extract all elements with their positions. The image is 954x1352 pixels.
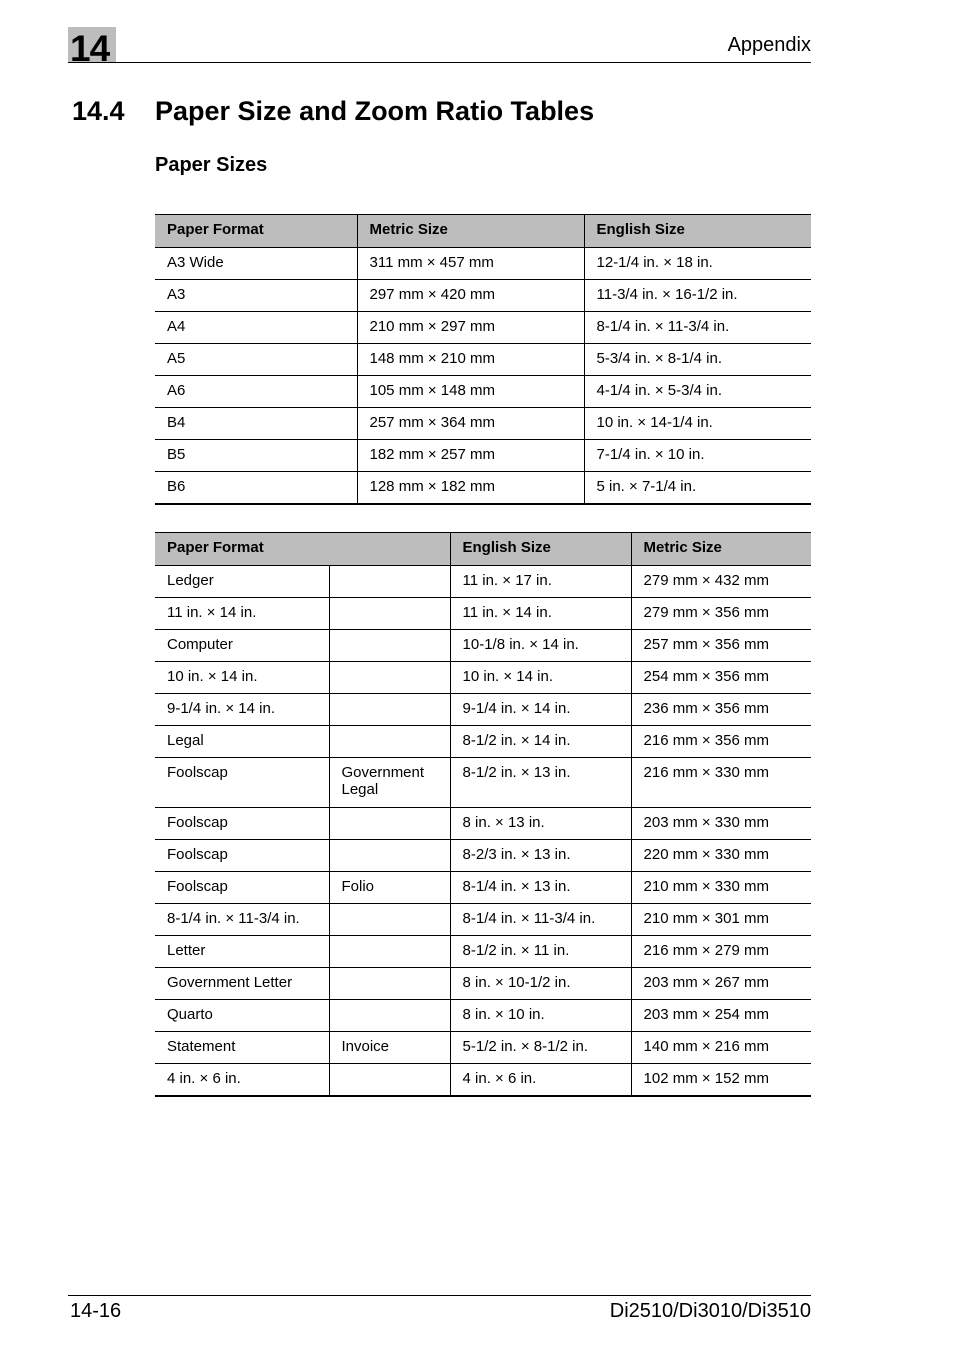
- english-paper-sizes-table: [155, 532, 811, 1097]
- table-cell: Foolscap: [155, 840, 329, 872]
- table-cell: 128 mm × 182 mm: [357, 472, 584, 505]
- table-cell: 8 in. × 10 in.: [450, 1000, 631, 1032]
- table-cell: 257 mm × 356 mm: [631, 630, 811, 662]
- table-cell: 279 mm × 432 mm: [631, 566, 811, 598]
- metric-paper-sizes-table: [155, 214, 811, 505]
- table-row: [155, 662, 811, 694]
- table-cell: 8 in. × 10-1/2 in.: [450, 968, 631, 1000]
- table-cell: Foolscap: [155, 872, 329, 904]
- table-row: [155, 1032, 811, 1064]
- table-cell: 220 mm × 330 mm: [631, 840, 811, 872]
- column-header: Paper Format: [155, 215, 357, 248]
- table-cell: 8-2/3 in. × 13 in.: [450, 840, 631, 872]
- table-cell: 5 in. × 7-1/4 in.: [584, 472, 811, 505]
- table-row: [155, 630, 811, 662]
- table-row: [155, 248, 811, 280]
- table-cell: 182 mm × 257 mm: [357, 440, 584, 472]
- table-row: [155, 376, 811, 408]
- section-title-text: Paper Size and Zoom Ratio Tables: [155, 96, 595, 126]
- table-cell: [329, 904, 450, 936]
- table-cell: A5: [155, 344, 357, 376]
- table-cell: [329, 662, 450, 694]
- table-row: [155, 566, 811, 598]
- table-cell: 216 mm × 330 mm: [631, 758, 811, 808]
- table-cell: [329, 630, 450, 662]
- table-cell: [329, 968, 450, 1000]
- table-cell: 8-1/2 in. × 13 in.: [450, 758, 631, 808]
- table-cell: 7-1/4 in. × 10 in.: [584, 440, 811, 472]
- table-cell: 8-1/4 in. × 11-3/4 in.: [450, 904, 631, 936]
- sub-title: Paper Sizes: [155, 154, 268, 176]
- table-row: [155, 1000, 811, 1032]
- table-row: [155, 808, 811, 840]
- table-cell: Foolscap: [155, 808, 329, 840]
- table-cell: A6: [155, 376, 357, 408]
- table-cell: [329, 566, 450, 598]
- table-cell: Invoice: [329, 1032, 450, 1064]
- column-header: Metric Size: [631, 533, 811, 566]
- table-cell: 210 mm × 330 mm: [631, 872, 811, 904]
- table-cell: Foolscap: [155, 758, 329, 808]
- table-cell: A3: [155, 280, 357, 312]
- table-row: [155, 280, 811, 312]
- table-cell: 8-1/4 in. × 13 in.: [450, 872, 631, 904]
- table-row: [155, 1064, 811, 1097]
- table-cell: 311 mm × 457 mm: [357, 248, 584, 280]
- table-cell: Legal: [155, 726, 329, 758]
- table-header-row: [155, 215, 811, 248]
- table-row: [155, 440, 811, 472]
- table-cell: 236 mm × 356 mm: [631, 694, 811, 726]
- table-cell: A3 Wide: [155, 248, 357, 280]
- table-cell: 4 in. × 6 in.: [155, 1064, 329, 1097]
- table-cell: Government Legal: [329, 758, 450, 808]
- table-row: [155, 936, 811, 968]
- footer-rule: [68, 1295, 811, 1296]
- table-cell: [329, 1064, 450, 1097]
- table-cell: Folio: [329, 872, 450, 904]
- table-cell: 9-1/4 in. × 14 in.: [450, 694, 631, 726]
- table-cell: [329, 598, 450, 630]
- table-row: [155, 408, 811, 440]
- table-cell: [329, 808, 450, 840]
- table-cell: 216 mm × 279 mm: [631, 936, 811, 968]
- table-row: [155, 312, 811, 344]
- table-cell: 10 in. × 14 in.: [450, 662, 631, 694]
- table-cell: B4: [155, 408, 357, 440]
- table-row: [155, 904, 811, 936]
- page-number: 14-16: [70, 1300, 122, 1322]
- table-cell: 11 in. × 14 in.: [155, 598, 329, 630]
- table-cell: 102 mm × 152 mm: [631, 1064, 811, 1097]
- column-header: Paper Format: [155, 533, 450, 566]
- table-cell: 12-1/4 in. × 18 in.: [584, 248, 811, 280]
- model-name: Di2510/Di3010/Di3510: [609, 1300, 811, 1322]
- chapter-number: 14: [70, 28, 110, 69]
- table-cell: 203 mm × 330 mm: [631, 808, 811, 840]
- table-cell: [329, 1000, 450, 1032]
- section-title: [72, 94, 594, 128]
- table-cell: Quarto: [155, 1000, 329, 1032]
- table-row: [155, 840, 811, 872]
- table-cell: 8-1/4 in. × 11-3/4 in.: [155, 904, 329, 936]
- table-cell: 10 in. × 14 in.: [155, 662, 329, 694]
- table-row: [155, 758, 811, 808]
- table-cell: 8-1/4 in. × 11-3/4 in.: [584, 312, 811, 344]
- running-head: Appendix: [727, 34, 811, 56]
- table-cell: 8 in. × 13 in.: [450, 808, 631, 840]
- table-header-row: [155, 533, 811, 566]
- table-cell: Ledger: [155, 566, 329, 598]
- table-cell: [329, 936, 450, 968]
- table-cell: 9-1/4 in. × 14 in.: [155, 694, 329, 726]
- table-cell: 8-1/2 in. × 11 in.: [450, 936, 631, 968]
- table-cell: 4-1/4 in. × 5-3/4 in.: [584, 376, 811, 408]
- column-header: English Size: [450, 533, 631, 566]
- table-cell: Statement: [155, 1032, 329, 1064]
- table-cell: B6: [155, 472, 357, 505]
- table-cell: 216 mm × 356 mm: [631, 726, 811, 758]
- table-cell: Letter: [155, 936, 329, 968]
- table-row: [155, 968, 811, 1000]
- table-cell: 254 mm × 356 mm: [631, 662, 811, 694]
- table-cell: 5-3/4 in. × 8-1/4 in.: [584, 344, 811, 376]
- table-cell: 279 mm × 356 mm: [631, 598, 811, 630]
- column-header: Metric Size: [357, 215, 584, 248]
- table-cell: 8-1/2 in. × 14 in.: [450, 726, 631, 758]
- table-cell: 148 mm × 210 mm: [357, 344, 584, 376]
- table-cell: 203 mm × 267 mm: [631, 968, 811, 1000]
- table-cell: [329, 726, 450, 758]
- table-cell: 5-1/2 in. × 8-1/2 in.: [450, 1032, 631, 1064]
- table-cell: 10-1/8 in. × 14 in.: [450, 630, 631, 662]
- section-number: 14.4: [72, 96, 125, 126]
- table-cell: 203 mm × 254 mm: [631, 1000, 811, 1032]
- table-cell: A4: [155, 312, 357, 344]
- table-cell: 10 in. × 14-1/4 in.: [584, 408, 811, 440]
- table-cell: 4 in. × 6 in.: [450, 1064, 631, 1097]
- table-cell: 11 in. × 17 in.: [450, 566, 631, 598]
- table-row: [155, 598, 811, 630]
- table-cell: 140 mm × 216 mm: [631, 1032, 811, 1064]
- table-cell: [329, 694, 450, 726]
- header-rule: [68, 62, 811, 63]
- table-row: [155, 694, 811, 726]
- table-cell: 257 mm × 364 mm: [357, 408, 584, 440]
- table-cell: 11 in. × 14 in.: [450, 598, 631, 630]
- table-cell: 11-3/4 in. × 16-1/2 in.: [584, 280, 811, 312]
- table-cell: 210 mm × 301 mm: [631, 904, 811, 936]
- table-row: [155, 726, 811, 758]
- table-cell: B5: [155, 440, 357, 472]
- table-row: [155, 344, 811, 376]
- table-row: [155, 472, 811, 505]
- table-cell: Government Letter: [155, 968, 329, 1000]
- table-cell: 105 mm × 148 mm: [357, 376, 584, 408]
- table-row: [155, 872, 811, 904]
- table-cell: Computer: [155, 630, 329, 662]
- table-cell: 297 mm × 420 mm: [357, 280, 584, 312]
- table-cell: [329, 840, 450, 872]
- table-cell: 210 mm × 297 mm: [357, 312, 584, 344]
- column-header: English Size: [584, 215, 811, 248]
